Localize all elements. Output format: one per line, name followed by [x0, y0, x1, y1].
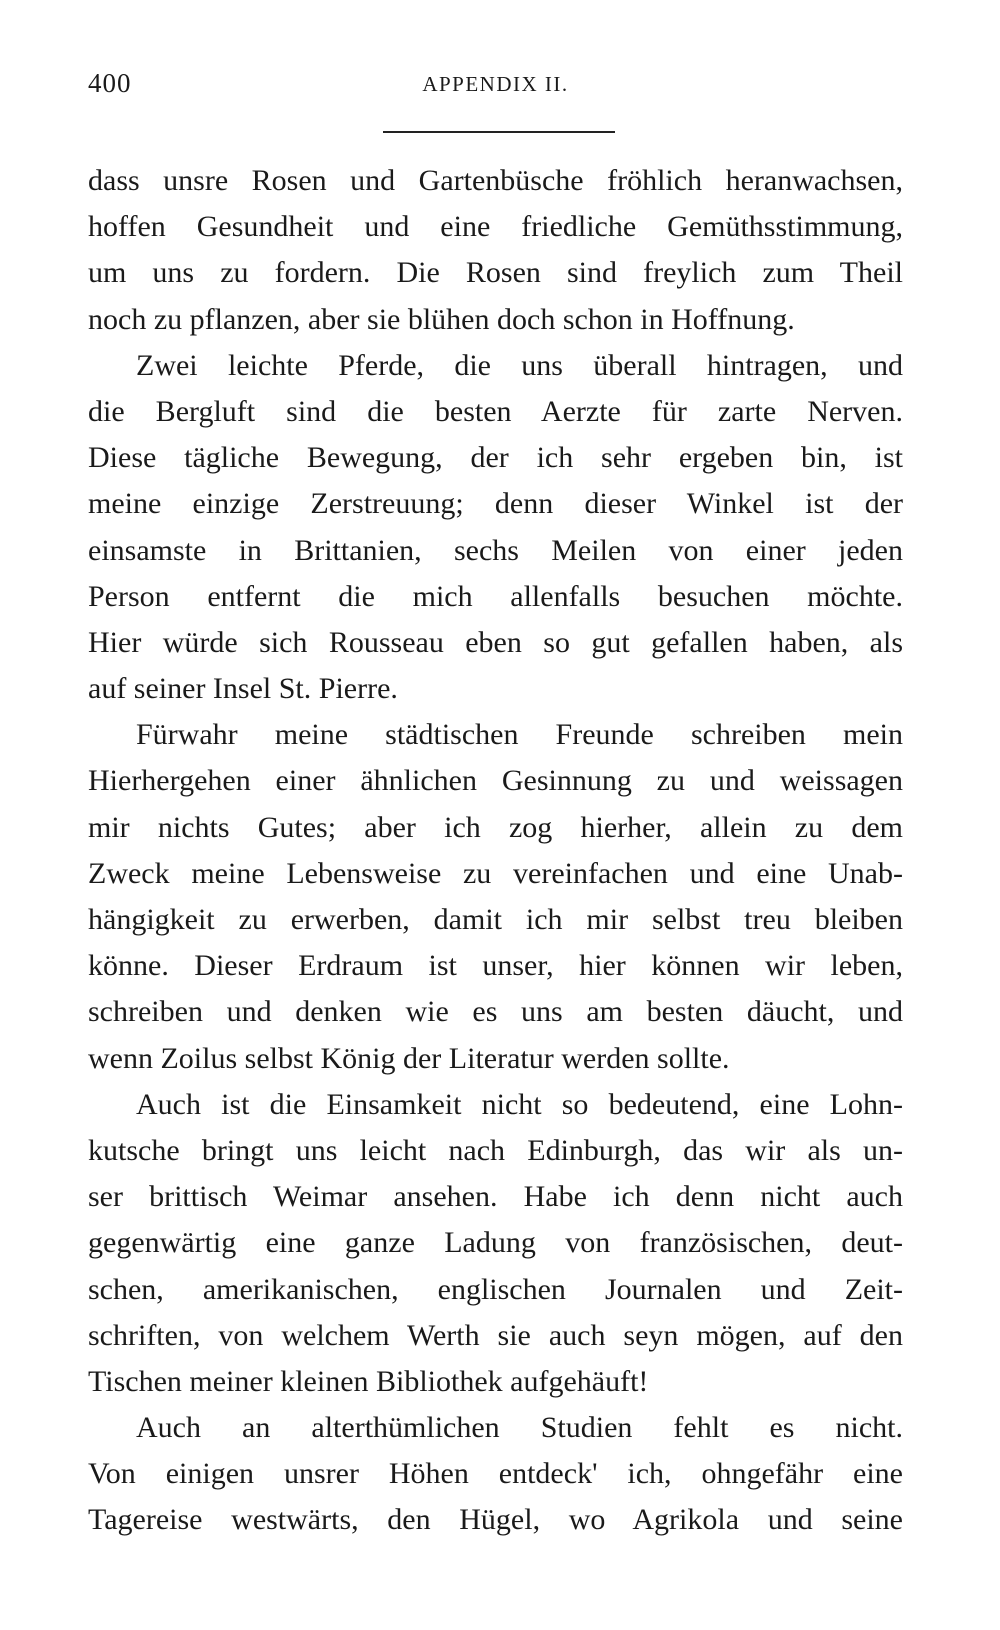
text-line: kutsche bringt uns leicht nach Edinburgh, das wir als un-: [88, 1133, 903, 1167]
text-line: gegenwärtig eine ganze Ladung von französischen, deut-: [88, 1226, 903, 1260]
text-line: schen, amerikanischen, englischen Journalen und Zeit-: [88, 1272, 903, 1306]
text-line: schreiben und denken wie es uns am besten däucht, und: [88, 995, 903, 1029]
text-line: auf seiner Insel St. Pierre.: [88, 672, 398, 706]
text-line: Zweck meine Lebensweise zu vereinfachen und eine Unab-: [88, 856, 903, 890]
text-line: noch zu pflanzen, aber sie blühen doch schon in Hoffnung.: [88, 302, 795, 336]
header-rule: [383, 131, 615, 133]
paragraph-2: [88, 343, 903, 713]
text-line: die Bergluft sind die besten Aerzte für zarte Nerven.: [88, 394, 903, 428]
text-line: Diese tägliche Bewegung, der ich sehr ergeben bin, ist: [88, 441, 903, 475]
text-line: Hier würde sich Rousseau eben so gut gefallen haben, als: [88, 625, 903, 659]
paragraph-5: [88, 1405, 903, 1544]
text-line: mir nichts Gutes; aber ich zog hierher, allein zu dem: [88, 810, 903, 844]
text-line: einsamste in Brittanien, sechs Meilen von einer jeden: [88, 533, 903, 567]
text-line: wenn Zoilus selbst König der Literatur werden sollte.: [88, 1041, 730, 1075]
text-line: Auch an alterthümlichen Studien fehlt es nicht.: [136, 1411, 903, 1445]
text-line: Tagereise westwärts, den Hügel, wo Agrikola und seine: [88, 1503, 903, 1537]
running-head: APPENDIX II.: [422, 72, 569, 96]
text-line: Von einigen unsrer Höhen entdeck' ich, ohngefähr eine: [88, 1457, 903, 1491]
paragraph-3: [88, 712, 903, 1082]
text-line: ser brittisch Weimar ansehen. Habe ich denn nicht auch: [88, 1180, 903, 1214]
text-line: könne. Dieser Erdraum ist unser, hier können wir leben,: [88, 949, 903, 983]
text-line: Person entfernt die mich allenfalls besuchen möchte.: [88, 579, 903, 613]
paragraph-4: [88, 1082, 903, 1405]
page-number: 400: [88, 68, 132, 98]
text-line: hängigkeit zu erwerben, damit ich mir selbst treu bleiben: [88, 903, 903, 936]
text-line: um uns zu fordern. Die Rosen sind freylich zum Theil: [88, 256, 903, 290]
page-header: [88, 68, 903, 108]
text-line: Fürwahr meine städtischen Freunde schreiben mein: [136, 718, 903, 752]
text-line: Hierhergehen einer ähnlichen Gesinnung zu und weissagen: [88, 764, 903, 798]
text-line: schriften, von welchem Werth sie auch seyn mögen, auf den: [88, 1318, 903, 1352]
text-line: meine einzige Zerstreuung; denn dieser Winkel ist der: [88, 487, 903, 521]
text-line: Auch ist die Einsamkeit nicht so bedeutend, eine Lohn-: [136, 1087, 903, 1121]
paragraph-1: [88, 158, 903, 343]
text-line: Zwei leichte Pferde, die uns überall hintragen, und: [136, 348, 903, 382]
text-line: Tischen meiner kleinen Bibliothek aufgehäuft!: [88, 1364, 649, 1398]
body-text: [88, 158, 903, 1544]
text-line: hoffen Gesundheit und eine friedliche Gemüthsstimmung,: [88, 210, 903, 244]
text-line: dass unsre Rosen und Gartenbüsche fröhlich heranwachsen,: [88, 164, 903, 197]
